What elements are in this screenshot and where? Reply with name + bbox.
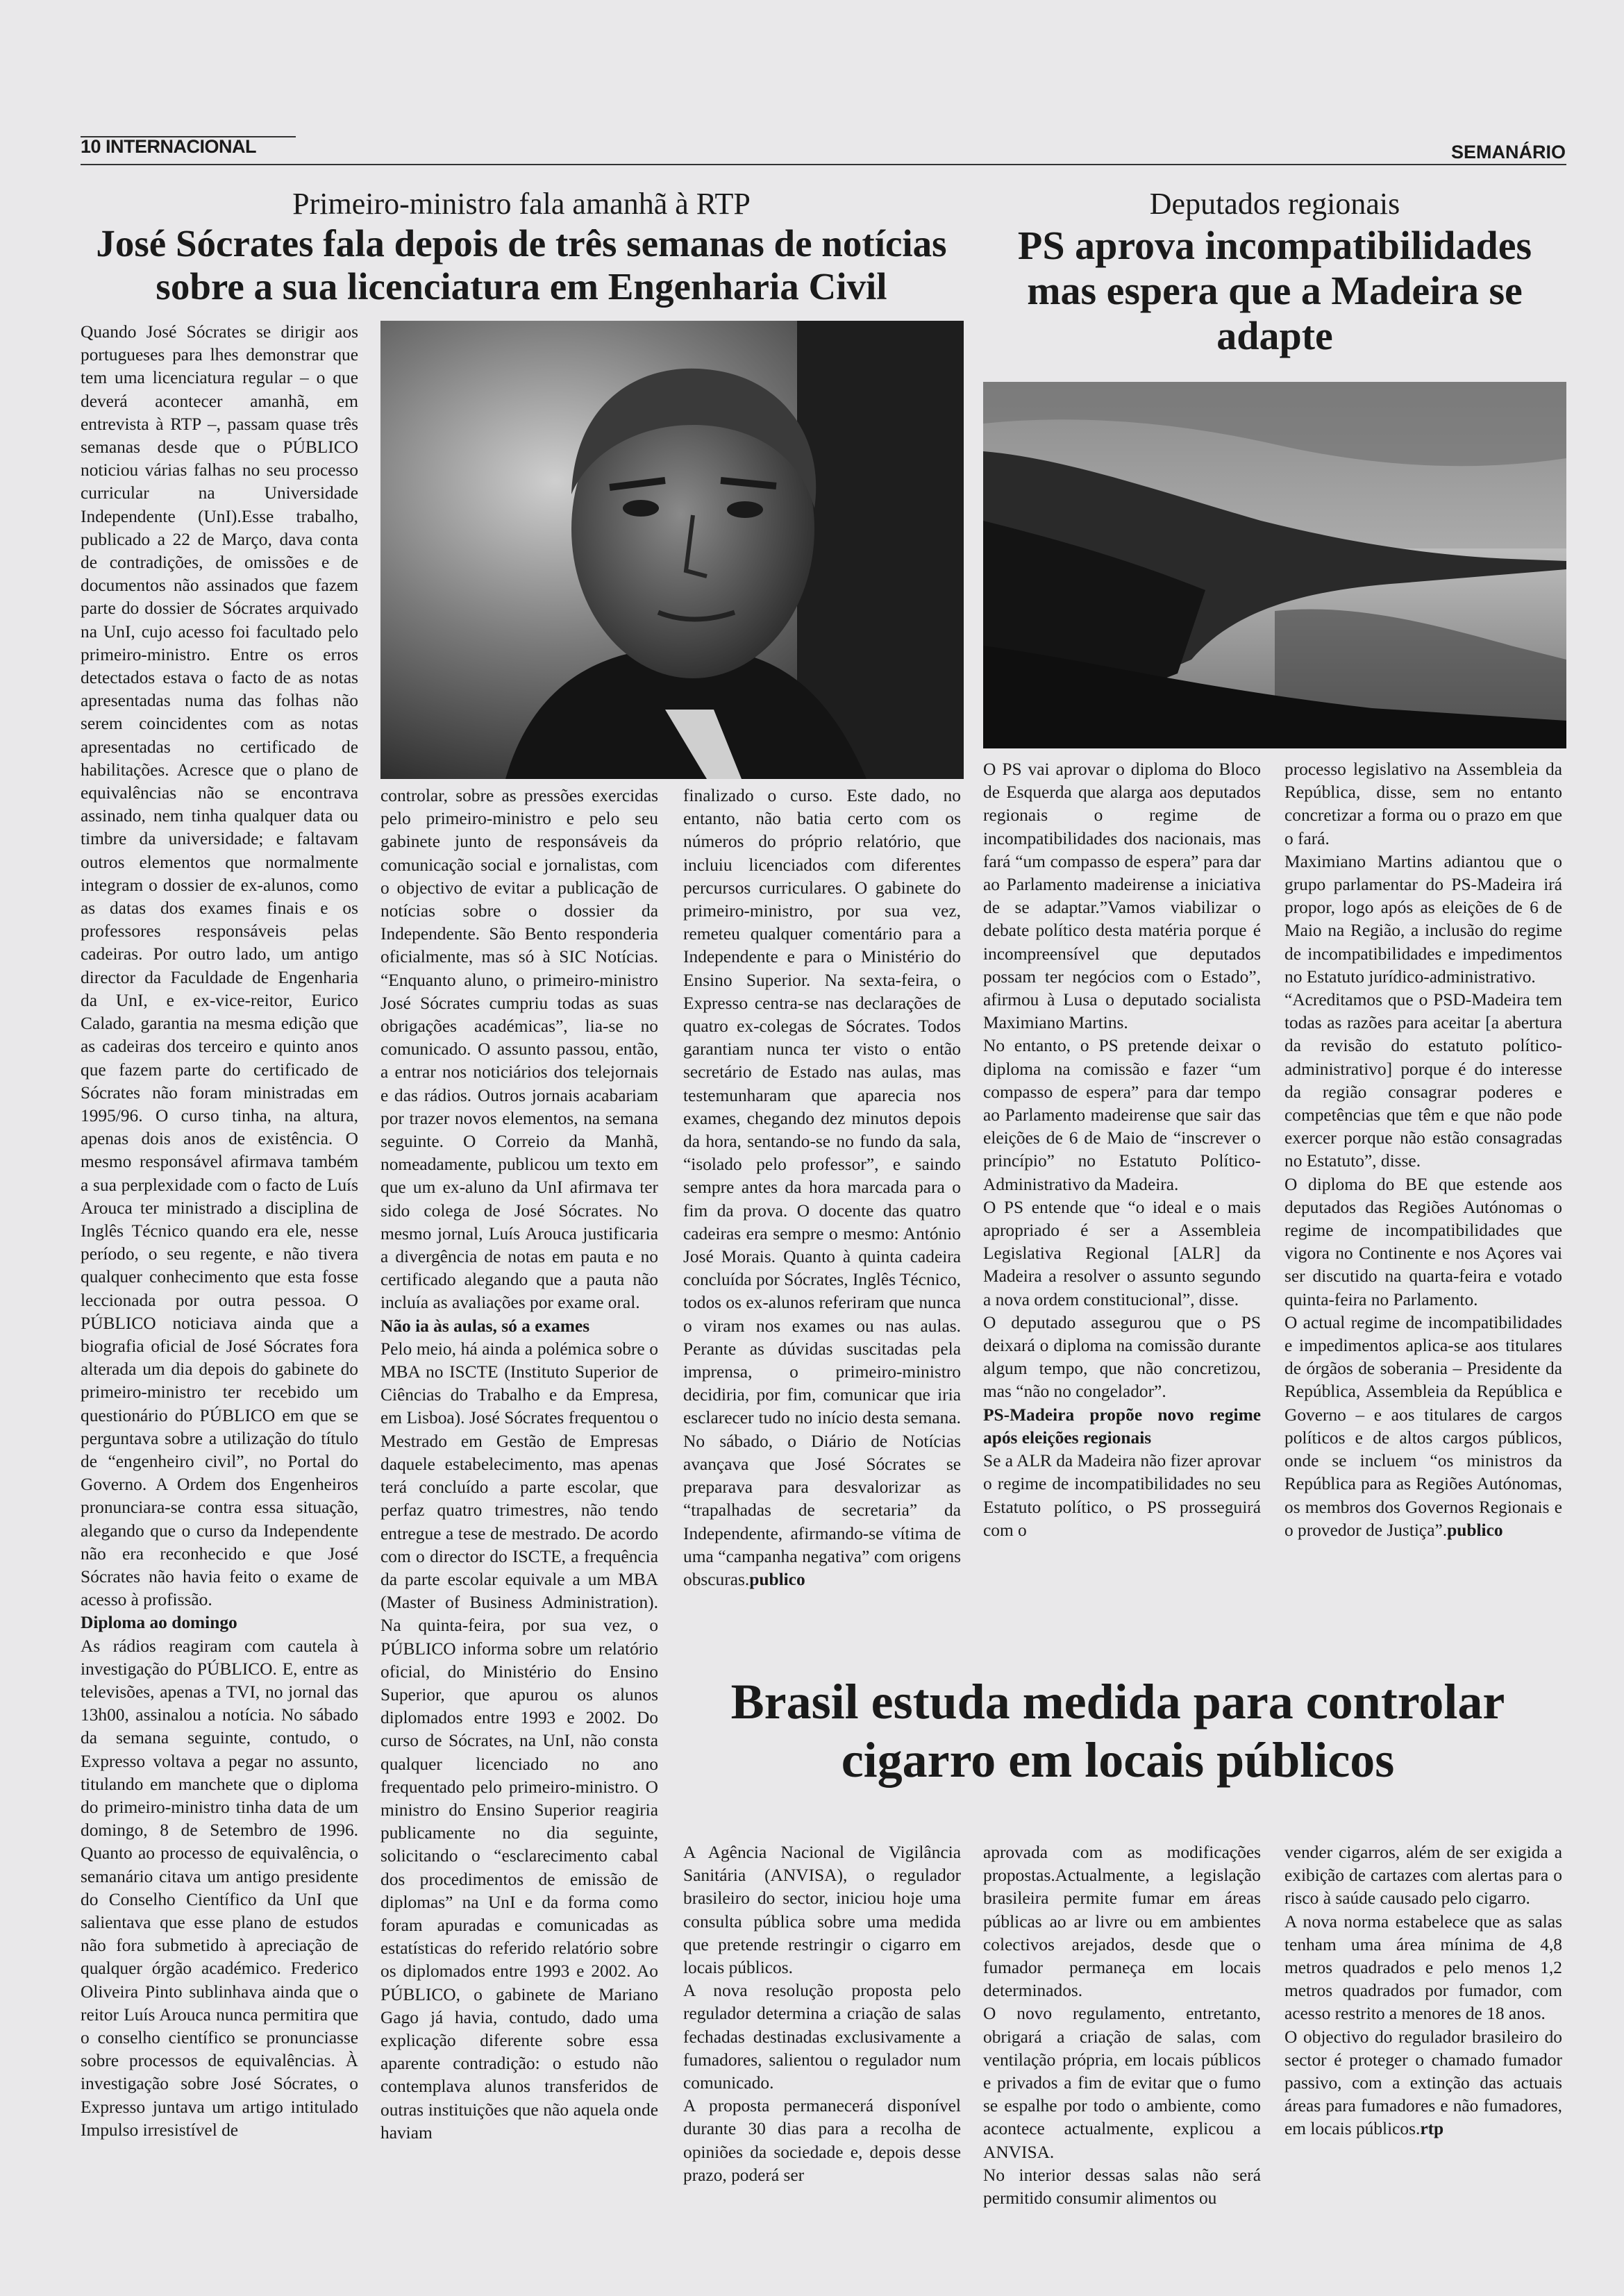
article1-col3-text: finalizado o curso. Este dado, no entanto, não batia certo com os números do próprio relatório, que incluiu licenciados com diferentes percursos curriculares. O gabinete do primeiro-ministro, por sua vez, remeteu qualquer comentário para a Independente e para o Ministério do Ensino Superior. Na sexta-feira, o Expresso centra-se nas declarações de quatro ex-colegas de Sócrates. Todos garantiam nunca ter visto o então secretário de Estado nas aulas, mas testemunharam que aparecia nos exames, chegando dez minutos depois da hora, sentando-se no fundo da sala, “isolado pelo professor”, e saindo sempre antes da hora marcada para o fim da prova. O docente das quatro cadeiras era sempre o mesmo: António José Morais. Quanto à quinta cadeira concluída por Sócrates, Inglês Técnico, todos os ex-alunos referiram que nunca o viram nos exames ou nas aulas. Perante as dúvidas suscitadas pela imprensa, o primeiro-ministro decidiria, por fim, comunicar que iria esclarecer tudo no início desta semana. No sábado, o Diário de Notícias avançava que José Sócrates se preparava para desvalorizar as “trapalhadas de secretaria” da Independente, afirmando-se vítima de uma “campanha negativa” com origens obscuras.	[683, 786, 962, 1589]
article1-column-1	[81, 321, 358, 2140]
article1-subheading-1: Diploma ao domingo	[81, 1613, 237, 1633]
article2-col1d-text: O deputado assegurou que o PS deixará o diploma na comissão durante algum tempo, que não concretizou, mas “não no congelador”.	[983, 1312, 1261, 1402]
article2-col2e-text: O actual regime de incompatibilidades e impedimentos aplica-se aos titulares de órgãos de soberania – Presidente da República, Assembleia da República e Governo – e aos titulares de cargos políticos e de altos cargos públicos, onde se incluem “os ministros da República para as Regiões Autónomas, os membros dos Governos Regionais e o provedor de Justiça”.	[1284, 1312, 1562, 1540]
madeira-landscape-photo	[983, 382, 1566, 748]
article2-col1e-text: Se a ALR da Madeira não fizer aprovar o regime de incompatibilidades no seu Estatuto político, o PS prosseguirá com o	[983, 1451, 1261, 1540]
article3-col3c-text: O objectivo do regulador brasileiro do sector é proteger o chamado fumador passivo, com a extinção das actuais áreas para fumadores e não fumadores, em locais públicos.	[1284, 2027, 1562, 2139]
article2-kicker: Deputados regionais	[1149, 187, 1400, 221]
article1-col2-text: controlar, sobre as pressões exercidas pelo primeiro-ministro e pelo seu gabinete junto de responsáveis da comunicação social e jornalistas, com o objectivo de evitar a publicação de notícias sobre o dossier da Independente. São Bento responderia oficialmente, mas só à SIC Notícias. “Enquanto aluno, o primeiro-ministro José Sócrates cumpriu todas as suas obrigações académicas”, lia-se no comunicado. O assunto passou, então, a entrar nos noticiários dos telejornais e das rádios. Outros jornais acabariam por trazer novos elementos, na semana seguinte. O Correio da Manhã, nomeadamente, publicou um texto em que um ex-aluno da UnI afirmava ter sido colega de José Sócrates. No mesmo jornal, Luís Arouca justificaria a divergência de notas em pauta e no certificado alegando que a pauta não incluía as avaliações por exame oral.	[380, 786, 658, 1313]
article2-col1c-text: O PS entende que “o ideal e o mais apropriado é ser a Assembleia Legislativa Regional [ALR] da Madeira a resolver o assunto segundo a nova ordem constitucional”, disse.	[983, 1197, 1261, 1309]
article1-col1-text: Quando José Sócrates se dirigir aos portugueses para lhes demonstrar que tem uma licenciatura regular – o que deverá acontecer amanhã, em entrevista à RTP –, passam quase três semanas desde que o PÚBLICO noticiou várias falhas no seu processo curricular na Universidade Independente (UnI).Esse trabalho, publicado a 22 de Março, dava conta de contradições, de omissões e de documentos não assinados que fazem parte do dossier de Sócrates arquivado na UnI, cujo acesso foi facultado pelo primeiro-ministro. Entre os erros detectados estava o facto de as notas apresentadas numa das folhas não serem coincidentes com as notas apresentadas no certificado de habilitações. Acresce que o plano de equivalências não se encontrava assinado, nem tinha qualquer data ou timbre da universidade; e faltavam outros elementos que normalmente integram o dossier de ex-alunos, como as datas dos exames finais e os professores responsáveis pelas cadeiras. Por outro lado, um antigo director da Faculdade de Engenharia da UnI, e ex-vice-reitor, Eurico Calado, garantia na mesma edição que as cadeiras dos terceiro e quinto anos que fazem parte do certificado de Sócrates não foram ministradas em 1995/96. O curso tinha, na altura, apenas dois anos de existência. O mesmo responsável afirmava também a sua perplexidade com o facto de Luís Arouca ter ministrado a disciplina de Inglês Técnico quando era ele, nesse período, o seu regente, e não tivera qualquer conhecimento que esta fosse leccionada por outra pessoa. O PÚBLICO noticiava ainda que a biografia oficial de José Sócrates fora alterada um dia depois do gabinete do primeiro-ministro ter recebido um questionário do PÚBLICO em que se perguntava sobre a utilização do título de “engenheiro civil”, no Portal do Governo. A Ordem dos Engenheiros pronunciara-se contra essa situação, alegando que o curso da Independente não era reconhecido e que José Sócrates não havia feito o exame de acesso à profissão.	[81, 322, 358, 1610]
article3-col3b-text: A nova norma estabelece que as salas tenham uma área mínima de 4,8 metros quadrados e pelo menos 1,2 metros quadrados por fumador, com acesso restrito a menores de 18 anos.	[1284, 1911, 1562, 2024]
article3-column-1	[683, 1841, 961, 2258]
article3-col2b-text: O novo regulamento, entretanto, obrigará a criação de salas, com ventilação própria, em locais públicos e privados a fim de evitar que o fumo se espalhe por todo o ambiente, como acontece actualmente, explicou a ANVISA.	[983, 2004, 1261, 2162]
article3-col3-text: vender cigarros, além de ser exigida a exibição de cartazes com alertas para o risco à saúde causado pelo cigarro.	[1284, 1843, 1562, 1909]
article2-col1-text: O PS vai aprovar o diploma do Bloco de Esquerda que alarga aos deputados regionais o regime de incompatibilidades dos nacionais, mas fará “um compasso de espera” para dar ao Parlamento madeirense a iniciativa de se adaptar.”Vamos viabilizar o debate político desta matéria porque é incompreensível que deputados possam ter negócios com o Estado”, afirmou à Lusa o deputado socialista Maximiano Martins.	[983, 760, 1261, 1033]
article3-col1b-text: A nova resolução proposta pelo regulador determina a criação de salas fechadas destinadas exclusivamente a fumadores, salientou o regulador num comunicado.	[683, 1981, 961, 2093]
socrates-portrait-photo	[380, 321, 964, 779]
article1-headline: José Sócrates fala depois de três semanas de notícias sobre a sua licenciatura em Engenharia Civil	[96, 222, 947, 308]
article2-subheading: PS-Madeira propõe novo regime após eleições regionais	[983, 1405, 1261, 1448]
article3-column-3	[1284, 1841, 1562, 2258]
article2-column-2	[1284, 758, 1562, 1647]
article1-column-2	[380, 785, 658, 2143]
article1-subheading-2: Não ia às aulas, só a exames	[380, 1316, 590, 1336]
article2-col1b-text: No entanto, o PS pretende deixar o diploma na comissão e fazer “um compasso de espera” para dar tempo ao Parlamento madeirense que sair das eleições de 6 de Maio de “inscrever o princípio” no Estatuto Político-Administrativo da Madeira.	[983, 1036, 1261, 1194]
section-folio: 10 INTERNACIONAL	[81, 136, 257, 157]
article3-col1-text: A Agência Nacional de Vigilância Sanitária (ANVISA), o regulador brasileiro do sector, iniciou hoje uma consulta pública sobre uma medida que pretende restringir o cigarro em locais públicos.	[683, 1843, 961, 1978]
article3-signature: rtp	[1420, 2119, 1444, 2139]
header-rule	[81, 164, 1566, 165]
article2-col2-text: processo legislativo na Assembleia da República, disse, sem no entanto concretizar a forma ou o prazo em que o fará.	[1284, 760, 1562, 848]
article2-col2d-text: O diploma do BE que estende aos deputados das Regiões Autónomas o regime de incompatibilidades que vigora no Continente e nos Açores vai ser discutido na quarta-feira e votado quinta-feira no Parlamento.	[1284, 1174, 1562, 1309]
publication-name: SEMANÁRIO	[1450, 142, 1566, 162]
article1-col2b-text: Pelo meio, há ainda a polémica sobre o MBA no ISCTE (Instituto Superior de Ciências do Trabalho e da Empresa, em Lisboa). José Sócrates frequentou o Mestrado em Gestão de Empresas daquele estabelecimento, mas apenas terá concluído a parte escolar, que perfaz quatro trimestres, não tendo entregue a tese de mestrado. De acordo com o director do ISCTE, a frequência da parte escolar equivale a um MBA (Master of Business Administration). Na quinta-feira, por sua vez, o PÚBLICO informa sobre um relatório oficial, do Ministério do Ensino Superior, que apurou os alunos diplomados entre 1993 e 2002. Do curso de Sócrates, na UnI, não consta qualquer licenciado no ano frequentado pelo primeiro-ministro. O ministro do Ensino Superior reagiria publicamente no dia seguinte, solicitando o “esclarecimento cabal dos procedimentos de emissão de diplomas” na UnI e da forma como foram apuradas e comunicadas as estatísticas do referido relatório sobre os diplomados entre 1993 e 2002. Ao PÚBLICO, o gabinete de Mariano Gago já havia, contudo, dado uma explicação diferente sobre essa aparente contradição: o estudo não contemplava alunos transferidos de outras instituições que não aquela onde haviam	[380, 1339, 658, 2143]
article3-col2c-text: No interior dessas salas não será permitido consumir alimentos ou	[983, 2165, 1261, 2209]
article2-headline: PS aprova incompatibilidades mas espera que a Madeira se adapte	[1017, 223, 1532, 358]
article1-kicker: Primeiro-ministro fala amanhã à RTP	[292, 187, 751, 221]
article1-signature: publico	[749, 1569, 805, 1589]
article2-col2c-text: “Acreditamos que o PSD-Madeira tem todas as razões para aceitar [a abertura da revisão do estatuto político-administrativo] porque é do interesse da região consagrar poderes e competências que têm e que não pode exercer porque não estão consagradas no Estatuto”, disse.	[1284, 990, 1562, 1171]
article3-headline: Brasil estuda medida para controlar cigarro em locais públicos	[730, 1674, 1505, 1788]
article3-column-2	[983, 1841, 1261, 2258]
article1-col1b-text: As rádios reagiram com cautela à investigação do PÚBLICO. E, entre as televisões, apenas a TVI, no jornal das 13h00, assinalou a notícia. No sábado da semana seguinte, contudo, o Expresso voltava a pegar no assunto, titulando em manchete que o diploma do primeiro-ministro tinha data de um domingo, 8 de Setembro de 1996. Quanto ao processo de equivalência, o semanário citava um antigo presidente do Conselho Científico da UnI que salientava que esse plano de estudos não fora submetido à apreciação de qualquer órgão académico. Frederico Oliveira Pinto sublinhava ainda que o reitor Luís Arouca nunca permitira que o conselho científico se pronunciasse sobre processos de equivalências. À investigação sobre José Sócrates, o Expresso juntava um artigo intitulado Impulso irresistível de	[81, 1636, 358, 2140]
article2-col2b-text: Maximiano Martins adiantou que o grupo parlamentar do PS-Madeira irá propor, logo após as eleições de 6 de Maio na Região, a inclusão do regime de incompatibilidades e impedimentos no Estatuto jurídico-administrativo.	[1284, 851, 1562, 987]
article2-signature: publico	[1447, 1520, 1503, 1540]
article2-column-1	[983, 758, 1261, 1647]
article1-column-3	[683, 785, 961, 1645]
article3-col2-text: aprovada com as modificações propostas.Actualmente, a legislação brasileira permite fumar em áreas públicas ao ar livre ou em ambientes colectivos arejados, desde que o fumador permaneça em locais determinados.	[983, 1843, 1261, 2001]
article3-col1c-text: A proposta permanecerá disponível durante 30 dias para a recolha de opiniões da sociedade e, depois desse prazo, poderá ser	[683, 2096, 961, 2185]
